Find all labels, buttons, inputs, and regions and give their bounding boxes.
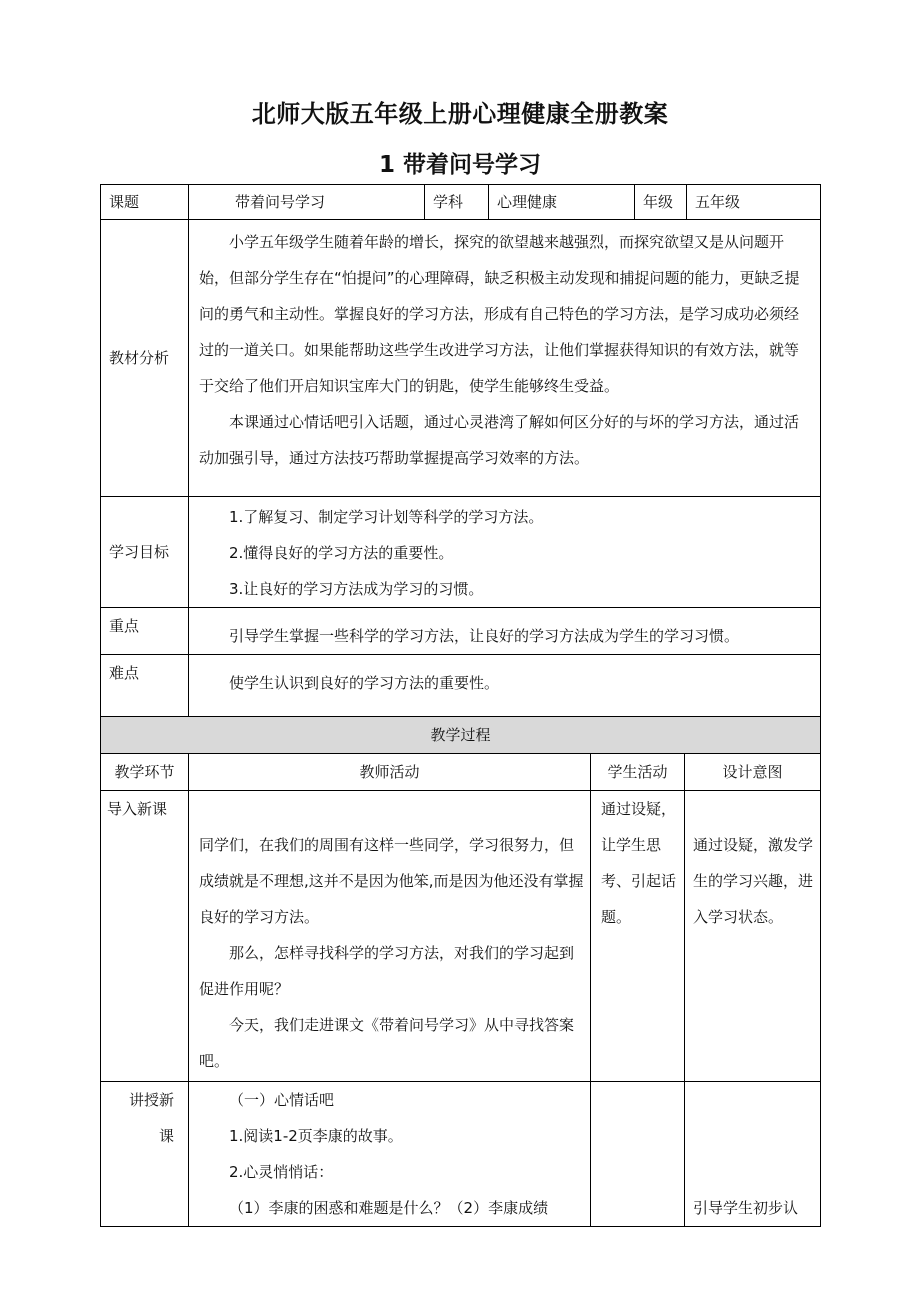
new-teacher-line: 1.阅读1-2页李康的故事。 (229, 1127, 403, 1145)
new-teacher-line: （一）心情话吧 (229, 1091, 335, 1109)
difficulty-row (101, 655, 821, 720)
goal-item: 1.了解复习、制定学习计划等科学的学习方法。 (229, 508, 544, 526)
new-teacher-line: （1）李康的困惑和难题是什么？（2）李康成绩 (229, 1199, 549, 1217)
analysis-label: 教材分析 (101, 220, 189, 497)
column-header: 教师活动 (189, 754, 591, 791)
new-lesson-stage: 讲授新课 (101, 1082, 189, 1227)
column-header: 教学环节 (101, 754, 189, 791)
process-header-row (101, 717, 821, 754)
intro-stage: 导入新课 (101, 791, 189, 1082)
info-row (101, 185, 821, 220)
course-label: 学科 (425, 185, 489, 220)
new-design-intent: 引导学生初步认 (685, 1082, 821, 1227)
document-title: 北师大版五年级上册心理健康全册教案 (251, 100, 669, 128)
intro-teacher-paragraph-2: 那么，怎样寻找科学的学习方法，对我们的学习起到促进作用呢？ (199, 944, 575, 998)
analysis-paragraph-2: 本课通过心情话吧引入话题，通过心灵港湾了解如何区分好的与坏的学习方法，通过活动加强引导，通过方法技巧帮助掌握提高学习效率的方法。 (199, 413, 800, 467)
analysis-paragraph-1: 小学五年级学生随着年龄的增长，探究的欲望越来越强烈，而探究欲望又是从问题开始，但部分学生存在“怕提问”的心理障碍，缺乏积极主动发现和捕捉问题的能力，更缺乏提问的勇气和主动性。掌握良好的学习方法，形成有自己特色的学习方法，是学习成功必须经过的一道关口。如果能帮助这些学生改进学习方法，让他们掌握获得知识的有效方法，就等于交给了他们开启知识宝库大门的钥匙，使学生能够终生受益。 (199, 233, 800, 395)
grade-label: 年级 (635, 185, 687, 220)
subject-label: 课题 (101, 185, 189, 220)
key-point-row (101, 608, 821, 655)
grade-value: 五年级 (687, 185, 821, 220)
column-header-row (101, 754, 821, 791)
intro-student-activity: 通过设疑，让学生思考、引起话题。 (591, 791, 685, 1082)
new-lesson-row (101, 1082, 821, 1227)
goals-row (101, 497, 821, 608)
intro-teacher-paragraph-3: 今天，我们走进课文《带着问号学习》从中寻找答案吧。 (199, 1016, 575, 1070)
goal-item: 2.懂得良好的学习方法的重要性。 (229, 544, 454, 562)
new-teacher-line: 2.心灵悄悄话： (229, 1163, 334, 1181)
goal-item: 3.让良好的学习方法成为学习的习惯。 (229, 580, 484, 598)
difficulty-text: 使学生认识到良好的学习方法的重要性。 (229, 674, 500, 692)
process-header: 教学过程 (101, 717, 821, 754)
lesson-title: 1 带着问号学习 (378, 152, 541, 178)
course-value: 心理健康 (489, 185, 635, 220)
difficulty-label: 难点 (101, 655, 189, 720)
key-point-label: 重点 (101, 608, 189, 655)
subject-value: 带着问号学习 (189, 185, 425, 220)
intro-design-intent: 通过设疑，激发学生的学习兴趣，进入学习状态。 (685, 791, 821, 1082)
lesson-info-table (100, 184, 821, 720)
analysis-row (101, 220, 821, 497)
intro-teacher-paragraph-1: 同学们，在我们的周围有这样一些同学，学习很努力，但成绩就是不理想,这并不是因为他笨,而是因为他还没有掌握良好的学习方法。 (199, 836, 584, 926)
process-table (100, 716, 821, 1227)
intro-row (101, 791, 821, 1082)
goals-label: 学习目标 (101, 497, 189, 608)
column-header: 学生活动 (591, 754, 685, 791)
new-student-activity (591, 1082, 685, 1227)
key-point-text: 引导学生掌握一些科学的学习方法，让良好的学习方法成为学生的学习习惯。 (229, 627, 740, 645)
column-header: 设计意图 (685, 754, 821, 791)
